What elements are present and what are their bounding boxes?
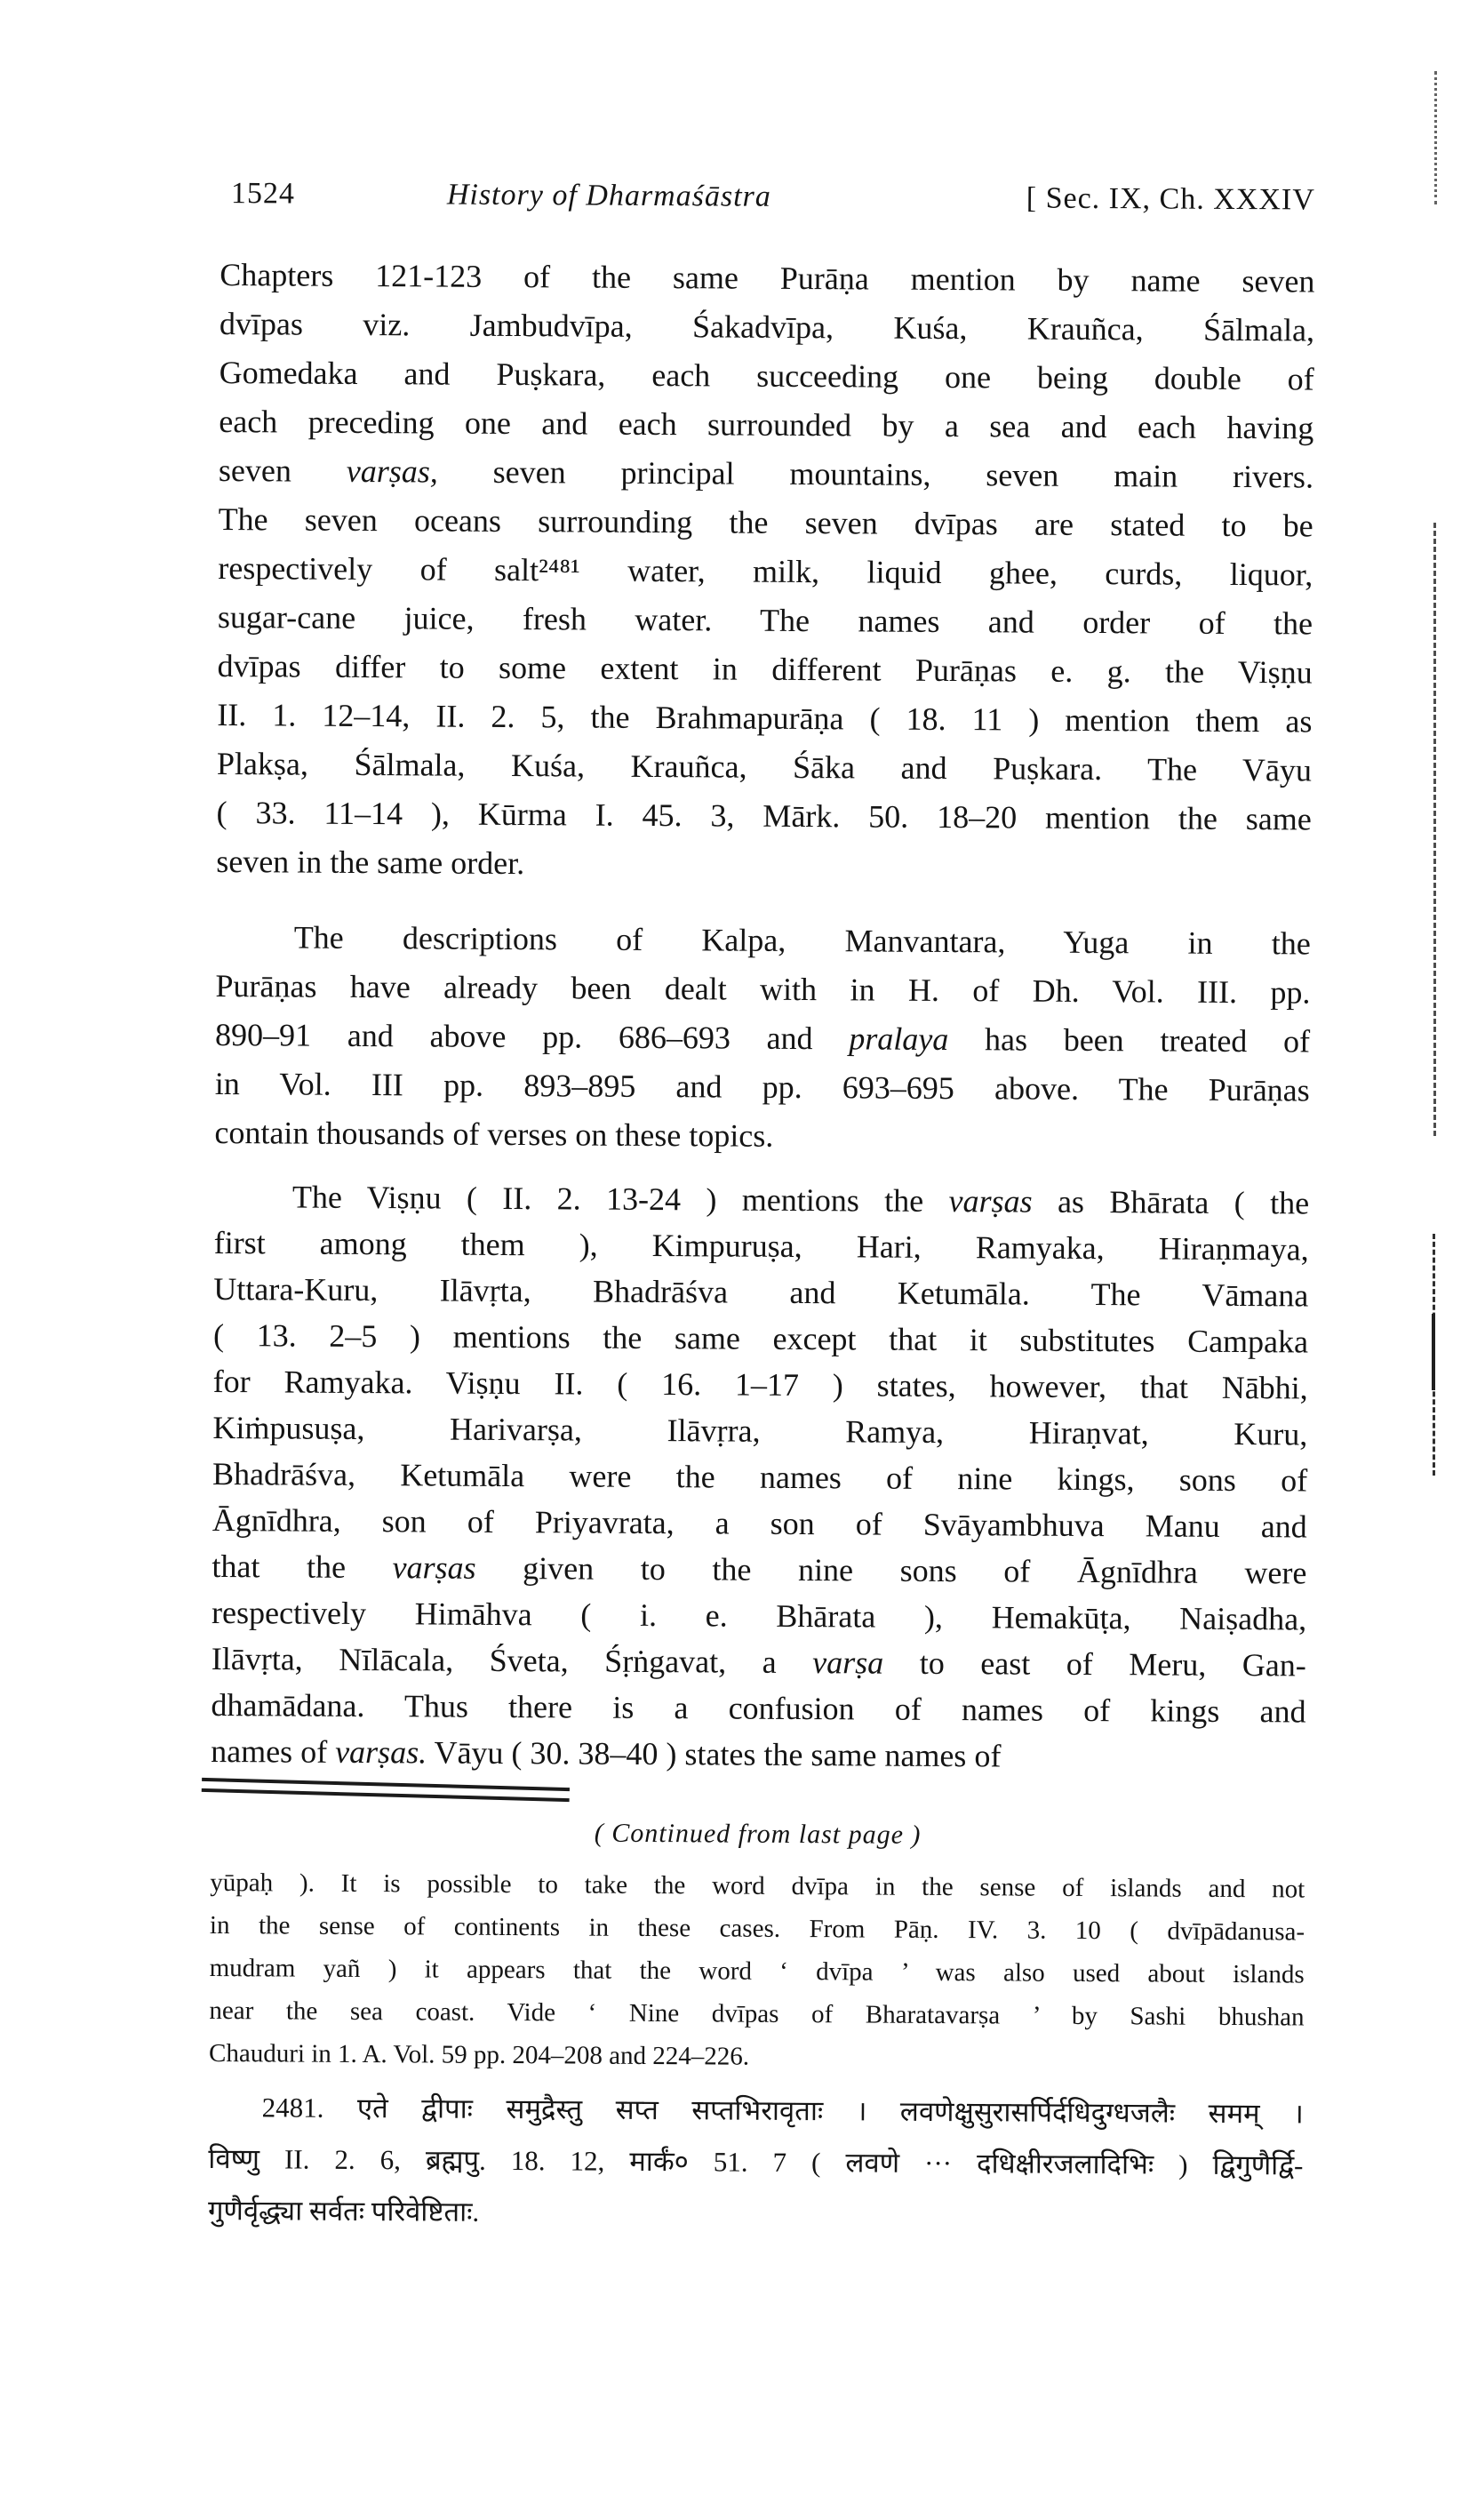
text-line: respectively Himāhva ( i. e. Bhārata ), Hemakūṭa, Naiṣadha, [212, 1594, 1307, 1637]
text-line: in Vol. III pp. 893–895 and pp. 693–695 above. The Purāṇas [214, 1065, 1310, 1108]
text-line: yūpaḥ ). It is possible to take the word dvīpa in the sense of islands and not [210, 1868, 1305, 1904]
footnote-separator-rule [202, 1778, 570, 1802]
text-line: for Ramyaka. Viṣṇu II. ( 16. 1–17 ) states, however, that Nābhi, [212, 1363, 1308, 1406]
book-title: History of Dharmaśāstra [446, 178, 771, 213]
text-line: names of varṣas. Vāyu ( 30. 38–40 ) states the same names of [211, 1732, 1002, 1774]
text-line: II. 1. 12–14, II. 2. 5, the Brahmapurāṇa ( 18. 11 ) mention them as [217, 696, 1313, 740]
text-line: गुणैर्वृद्ध्या सर्वतः परिवेष्टिताः. [207, 2194, 480, 2228]
text-line: Chauduri in 1. A. Vol. 59 pp. 204–208 and 224–226. [209, 2038, 750, 2071]
text-line: Plakṣa, Śālmala, Kuśa, Krauñca, Śāka and Puṣkara. The Vāyu [216, 745, 1313, 788]
text-line: Gomedaka and Puṣkara, each succeeding one being double of [219, 354, 1314, 397]
text-line: The descriptions of Kalpa, Manvantara, Yuga in the [293, 919, 1311, 962]
text-line: near the sea coast. Vide ‘ Nine dvīpas of Bharatavarṣa ’ by Sashi bhushan [209, 1996, 1305, 2032]
text-line: each preceding one and each surrounded by a sea and each having [219, 403, 1314, 446]
text-line: sugar-cane juice, fresh water. The names and order of the [217, 598, 1313, 642]
section-chapter-label: [ Sec. IX, Ch. XXXIV [1026, 181, 1315, 217]
text-line: contain thousands of verses on these topics. [214, 1114, 774, 1154]
text-line: Ilāvṛta, Nīlācala, Śveta, Śṛṅgavat, a varṣa to east of Meru, Gan- [211, 1640, 1306, 1684]
text-line: dvīpas viz. Jambudvīpa, Śakadvīpa, Kuśa, Krauñca, Śālmala, [219, 305, 1315, 348]
text-line: dhamādana. Thus there is a confusion of names of kings and [211, 1686, 1306, 1730]
text-line: ( 13. 2–5 ) mentions the same except that it substitutes Campaka [212, 1316, 1309, 1360]
text-line: 890–91 and above pp. 686–693 and pralaya has been treated of [214, 1016, 1311, 1060]
text-line: respectively of salt²⁴⁸¹ water, milk, liquid ghee, curds, liquor, [218, 549, 1313, 593]
text-line: mudram yañ ) it appears that the word ‘ dvīpa ’ was also used about islands [209, 1953, 1305, 1989]
text-line: The Viṣṇu ( II. 2. 13-24 ) mentions the varṣas as Bhārata ( the [291, 1179, 1310, 1221]
scan-artifact-line [1433, 523, 1436, 1136]
text-line: ( 33. 11–14 ), Kūrma I. 45. 3, Mārk. 50. 18–20 mention the same [216, 794, 1312, 837]
page-number: 1524 [230, 177, 295, 211]
text-line: विष्णु II. 2. 6, ब्रह्मपु. 18. 12, मार्कं० 51. 7 ( लवणे ··· दधिक्षीरजलादिभिः ) द्विगुणैर्द्वि- [208, 2142, 1304, 2181]
footnote-continued-note: ( Continued from last page ) [594, 1818, 922, 1850]
text-line: Purāṇas have already been dealt with in H. of Dh. Vol. III. pp. [215, 967, 1311, 1011]
text-line: The seven oceans surrounding the seven dvīpas are stated to be [218, 500, 1313, 544]
text-line: seven varṣas, seven principal mountains, seven main rivers. [218, 452, 1314, 495]
text-line: Āgnīdhra, son of Priyavrata, a son of Svāyambhuva Manu and [212, 1501, 1307, 1545]
text-line: Kiṁpusuṣa, Harivarṣa, Ilāvṛra, Ramya, Hiraṇvat, Kuru, [212, 1409, 1308, 1452]
text-line: in the sense of continents in these cases. From Pāṇ. IV. 3. 10 ( dvīpādanusa- [209, 1910, 1305, 1947]
footnote-text [209, 1861, 1305, 2082]
scan-artifact-line [1432, 1314, 1435, 1390]
text-line: that the varṣas given to the nine sons of Āgnīdhra were [212, 1548, 1307, 1591]
scan-artifact-line [1434, 71, 1437, 204]
footnote-2481-sanskrit [208, 2082, 1304, 2244]
text-line: dvīpas differ to some extent in different Purāṇas e. g. the Viṣṇu [217, 647, 1313, 691]
paragraph [216, 251, 1314, 893]
text-line: Bhadrāśva, Ketumāla were the names of nine kings, sons of [212, 1455, 1308, 1499]
text-line: seven in the same order. [216, 843, 525, 882]
text-line: Chapters 121-123 of the same Purāṇa mention by name seven [220, 256, 1315, 300]
text-line: first among them ), Kimpuruṣa, Hari, Ramyaka, Hiraṇmaya, [213, 1224, 1309, 1268]
text-line: 2481. एते द्वीपाः समुद्रैस्तु सप्त सप्तभिरावृताः । लवणेक्षुसुरासर्पिर्दधिदुग्धजलैः समम् । [261, 2092, 1304, 2130]
paragraph [211, 1173, 1309, 1781]
paragraph [214, 913, 1311, 1164]
running-header [220, 176, 1315, 219]
text-line: Uttara-Kuru, Ilāvṛta, Bhadrāśva and Ketumāla. The Vāmana [213, 1270, 1309, 1314]
page-content [208, 176, 1315, 2243]
